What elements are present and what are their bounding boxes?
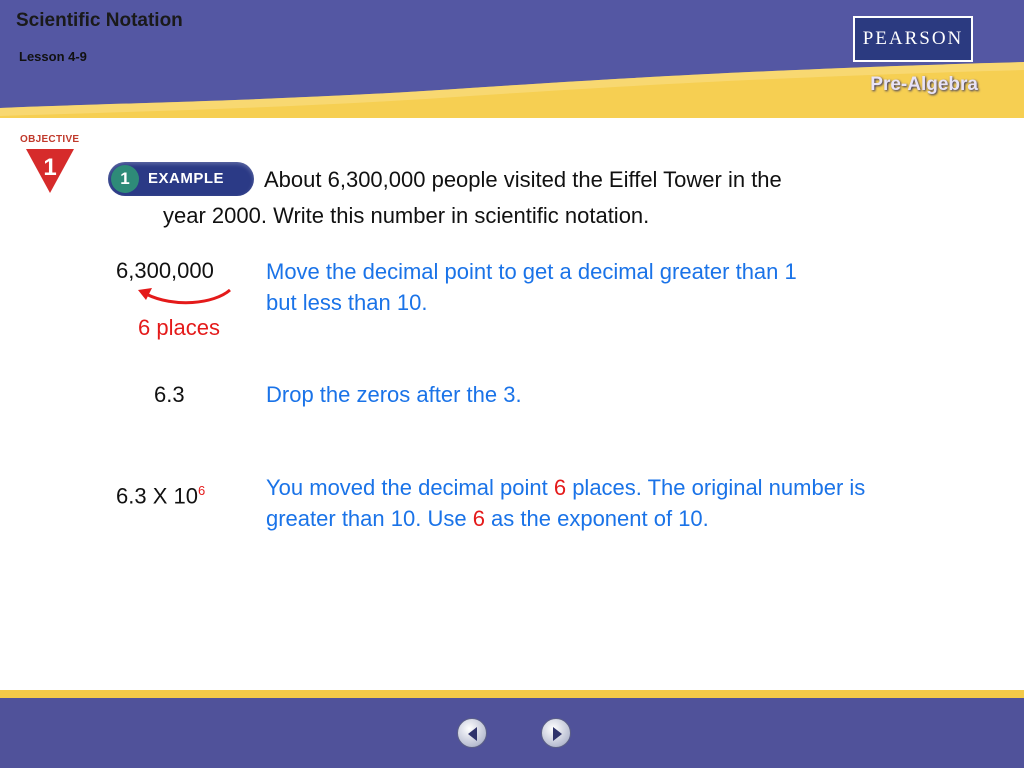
objective-number: 1 — [43, 154, 57, 181]
problem-line-2: year 2000. Write this number in scientific notation. — [163, 203, 650, 228]
step2-explanation: Drop the zeros after the 3. — [266, 382, 522, 407]
curved-arrow-icon — [134, 282, 236, 316]
step2-number: 6.3 — [154, 382, 185, 407]
example-number: 1 — [111, 165, 139, 193]
lesson-label: Lesson 4-9 — [19, 49, 87, 64]
step3-explanation-line-1: You moved the decimal point 6 places. The original number is — [266, 475, 866, 500]
slide-footer — [0, 690, 1024, 768]
objective-label: OBJECTIVE — [20, 134, 80, 145]
step1-number: 6,300,000 — [116, 258, 214, 283]
step3-base: 6.3 X 10 — [116, 483, 198, 509]
course-title: Pre-Algebra — [870, 74, 978, 95]
step1-explanation — [266, 256, 797, 318]
back-arrow-icon — [464, 725, 482, 743]
step3-exponent: 6 — [197, 483, 206, 498]
step1-annotation: 6 places — [138, 315, 220, 340]
step3-explanation-line-2: greater than 10. Use 6 as the exponent of 10. — [266, 506, 709, 531]
example-badge — [108, 162, 254, 196]
example-label: EXAMPLE — [148, 170, 225, 187]
objective-badge — [20, 134, 88, 200]
forward-arrow-icon — [548, 725, 566, 743]
step1-explanation-line-2: but less than 10. — [266, 290, 428, 315]
publisher-logo: PEARSON — [853, 16, 973, 62]
next-slide-button[interactable] — [541, 718, 571, 748]
slide-header — [0, 0, 1024, 118]
step3-expression — [116, 483, 205, 509]
problem-line-1: About 6,300,000 people visited the Eiffel Tower in the — [264, 167, 782, 192]
step1-explanation-line-1: Move the decimal point to get a decimal greater than 1 — [266, 259, 797, 284]
step3-explanation — [266, 472, 865, 534]
objective-triangle-icon — [24, 147, 76, 195]
footer-band — [0, 690, 1024, 698]
header-title: Scientific Notation — [16, 10, 183, 31]
previous-slide-button[interactable] — [457, 718, 487, 748]
